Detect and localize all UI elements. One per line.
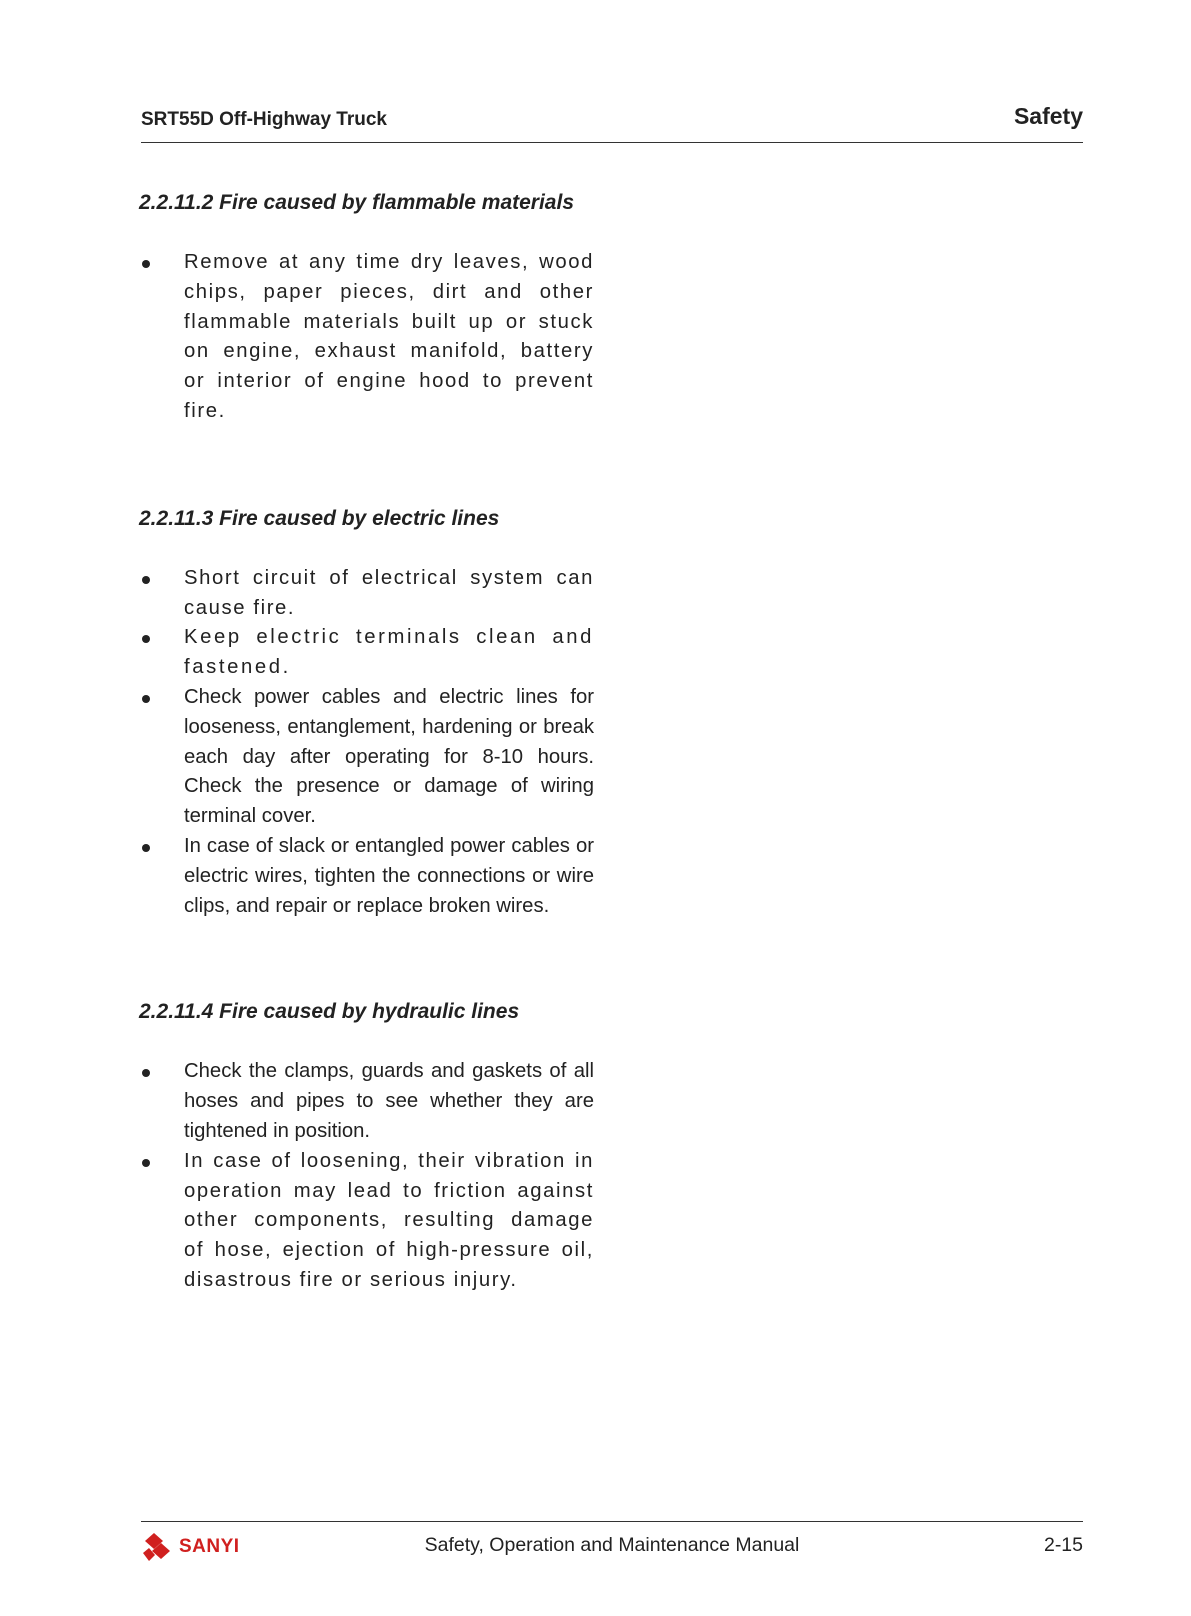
list-item-text: Keep electric terminals clean and fastened. <box>184 626 594 679</box>
list-item <box>139 1057 594 1146</box>
page-number: 2-15 <box>1043 1534 1083 1556</box>
bullet-list <box>139 1057 594 1295</box>
list-item <box>139 1147 594 1296</box>
bullet-dot-icon <box>142 260 150 268</box>
document-title: SRT55D Off-Highway Truck <box>141 109 387 130</box>
list-item <box>139 683 594 832</box>
section-electric-lines <box>139 504 594 922</box>
bullet-dot-icon <box>142 1159 150 1167</box>
list-item-text: Check power cables and electric lines for looseness, entanglement, hardening or break each day after operating for 8-10 hours. Check the presence or damage of wiring terminal cover. <box>184 685 594 828</box>
section-heading: 2.2.11.4 Fire caused by hydraulic lines <box>139 1000 520 1024</box>
list-item <box>139 623 594 683</box>
list-item <box>139 832 594 921</box>
list-item-text: In case of loosening, their vibration in operation may lead to friction against other components, resulting damage of hose, ejection of high-pressure oil, disastrous fire or serious injury. <box>184 1149 594 1291</box>
list-item-text: Check the clamps, guards and gaskets of all hoses and pipes to see whether they are tightened in position. <box>184 1060 594 1142</box>
bullet-dot-icon <box>142 635 150 643</box>
section-flammable-materials <box>139 188 594 427</box>
list-item-text: Remove at any time dry leaves, wood chips, paper pieces, dirt and other flammable materials built up or stuck on engine, exhaust manifold, battery or interior of engine hood to prevent fire. <box>184 251 594 422</box>
bullet-list <box>139 564 594 922</box>
page-footer <box>141 1521 1083 1572</box>
list-item-text: In case of slack or entangled power cables or electric wires, tighten the connections or wire clips, and repair or replace broken wires. <box>184 834 594 917</box>
section-heading: 2.2.11.2 Fire caused by flammable materials <box>139 191 575 214</box>
page-content <box>139 188 594 1296</box>
bullet-dot-icon <box>142 844 150 852</box>
logo-text: SANYI <box>179 1536 240 1557</box>
list-item <box>139 248 594 427</box>
manual-title: Safety, Operation and Maintenance Manual <box>424 1534 800 1556</box>
list-item <box>139 564 594 624</box>
bullet-dot-icon <box>142 1069 150 1077</box>
bullet-list <box>139 248 594 427</box>
page-header <box>141 100 1083 143</box>
section-hydraulic-lines <box>139 997 594 1295</box>
bullet-dot-icon <box>142 576 150 584</box>
list-item-text: Short circuit of electrical system can cause fire. <box>184 566 594 619</box>
bullet-dot-icon <box>142 695 150 703</box>
section-name: Safety <box>1013 103 1083 129</box>
section-heading: 2.2.11.3 Fire caused by electric lines <box>139 506 500 530</box>
